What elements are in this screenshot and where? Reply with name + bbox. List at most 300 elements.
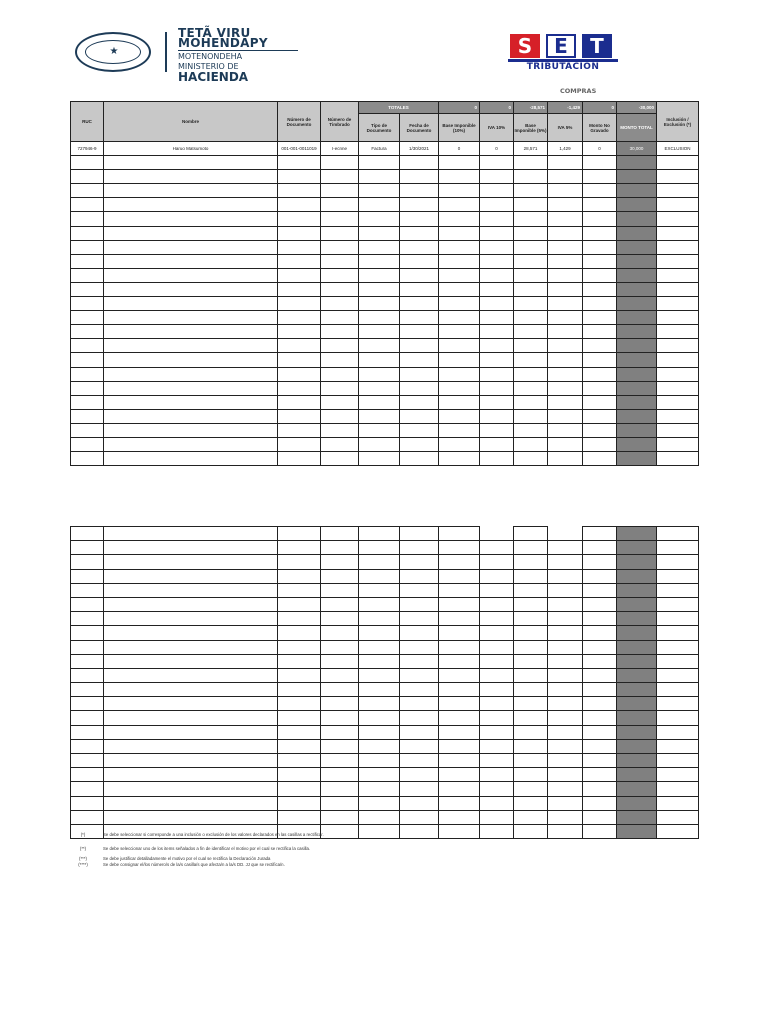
empty-cell[interactable] bbox=[514, 437, 548, 451]
empty-cell[interactable] bbox=[278, 240, 321, 254]
empty-cell[interactable] bbox=[359, 367, 400, 381]
table-row[interactable] bbox=[71, 325, 699, 339]
empty-cell[interactable] bbox=[657, 240, 699, 254]
empty-cell[interactable] bbox=[321, 640, 359, 654]
empty-cell[interactable] bbox=[104, 711, 278, 725]
empty-cell[interactable] bbox=[548, 583, 583, 597]
table-row[interactable] bbox=[71, 683, 699, 697]
empty-cell[interactable] bbox=[514, 739, 548, 753]
empty-cell[interactable] bbox=[514, 754, 548, 768]
empty-cell[interactable] bbox=[71, 668, 104, 682]
empty-cell[interactable] bbox=[321, 353, 359, 367]
table-row[interactable] bbox=[71, 626, 699, 640]
empty-cell[interactable] bbox=[400, 170, 439, 184]
empty-cell[interactable] bbox=[439, 282, 480, 296]
empty-cell[interactable] bbox=[359, 754, 400, 768]
empty-cell[interactable] bbox=[400, 367, 439, 381]
empty-cell[interactable] bbox=[480, 367, 514, 381]
empty-cell[interactable] bbox=[104, 156, 278, 170]
empty-cell[interactable] bbox=[321, 683, 359, 697]
empty-cell[interactable] bbox=[548, 184, 583, 198]
empty-cell[interactable] bbox=[657, 170, 699, 184]
empty-cell[interactable] bbox=[104, 640, 278, 654]
empty-cell[interactable] bbox=[104, 654, 278, 668]
empty-cell[interactable] bbox=[71, 796, 104, 810]
empty-cell[interactable] bbox=[321, 254, 359, 268]
empty-cell[interactable] bbox=[583, 527, 617, 541]
empty-cell[interactable] bbox=[548, 683, 583, 697]
empty-cell[interactable] bbox=[278, 810, 321, 824]
empty-cell[interactable] bbox=[104, 626, 278, 640]
empty-cell[interactable] bbox=[400, 683, 439, 697]
empty-cell[interactable] bbox=[71, 654, 104, 668]
empty-cell[interactable] bbox=[439, 782, 480, 796]
empty-cell[interactable] bbox=[583, 395, 617, 409]
empty-cell[interactable] bbox=[657, 381, 699, 395]
empty-cell[interactable] bbox=[583, 668, 617, 682]
empty-cell[interactable] bbox=[583, 240, 617, 254]
empty-cell[interactable] bbox=[480, 170, 514, 184]
empty-cell[interactable] bbox=[548, 569, 583, 583]
empty-cell[interactable] bbox=[104, 782, 278, 796]
empty-cell[interactable] bbox=[439, 541, 480, 555]
cell-inclusion-exclusion[interactable]: EXCLUSION bbox=[657, 142, 699, 156]
empty-cell[interactable] bbox=[514, 796, 548, 810]
empty-cell[interactable] bbox=[359, 156, 400, 170]
empty-cell[interactable] bbox=[104, 339, 278, 353]
table-row[interactable] bbox=[71, 381, 699, 395]
empty-cell[interactable] bbox=[321, 725, 359, 739]
empty-cell[interactable] bbox=[583, 626, 617, 640]
empty-cell[interactable] bbox=[278, 339, 321, 353]
empty-cell[interactable] bbox=[583, 810, 617, 824]
empty-cell[interactable] bbox=[583, 824, 617, 838]
empty-cell[interactable] bbox=[657, 409, 699, 423]
empty-cell[interactable] bbox=[400, 156, 439, 170]
cell-fecha-documento[interactable]: 1/30/2021 bbox=[400, 142, 439, 156]
empty-cell[interactable] bbox=[278, 569, 321, 583]
empty-cell[interactable] bbox=[321, 381, 359, 395]
empty-cell[interactable] bbox=[104, 282, 278, 296]
empty-cell[interactable] bbox=[359, 541, 400, 555]
empty-cell[interactable] bbox=[657, 268, 699, 282]
empty-cell[interactable] bbox=[583, 754, 617, 768]
empty-cell[interactable] bbox=[321, 311, 359, 325]
empty-cell[interactable] bbox=[359, 212, 400, 226]
empty-cell[interactable] bbox=[71, 367, 104, 381]
empty-cell[interactable] bbox=[583, 268, 617, 282]
empty-cell[interactable] bbox=[480, 683, 514, 697]
empty-cell[interactable] bbox=[548, 170, 583, 184]
empty-cell[interactable] bbox=[480, 156, 514, 170]
empty-cell[interactable] bbox=[439, 668, 480, 682]
empty-cell[interactable] bbox=[359, 668, 400, 682]
empty-cell[interactable] bbox=[278, 782, 321, 796]
table-row[interactable] bbox=[71, 597, 699, 611]
empty-cell[interactable] bbox=[514, 452, 548, 466]
empty-cell[interactable] bbox=[583, 640, 617, 654]
empty-cell[interactable] bbox=[104, 381, 278, 395]
empty-cell[interactable] bbox=[71, 569, 104, 583]
cell-numero-documento[interactable]: 001-001-0011019 bbox=[278, 142, 321, 156]
empty-cell[interactable] bbox=[400, 824, 439, 838]
empty-cell[interactable] bbox=[480, 597, 514, 611]
empty-cell[interactable] bbox=[657, 668, 699, 682]
empty-cell[interactable] bbox=[359, 555, 400, 569]
empty-cell[interactable] bbox=[359, 824, 400, 838]
empty-cell[interactable] bbox=[71, 739, 104, 753]
empty-cell[interactable] bbox=[104, 367, 278, 381]
empty-cell[interactable] bbox=[321, 184, 359, 198]
empty-cell[interactable] bbox=[400, 240, 439, 254]
empty-cell[interactable] bbox=[359, 184, 400, 198]
empty-cell[interactable] bbox=[359, 768, 400, 782]
empty-cell[interactable] bbox=[480, 423, 514, 437]
empty-cell[interactable] bbox=[439, 367, 480, 381]
table-row[interactable] bbox=[71, 437, 699, 451]
empty-cell[interactable] bbox=[583, 325, 617, 339]
empty-cell[interactable] bbox=[439, 569, 480, 583]
empty-cell[interactable] bbox=[321, 226, 359, 240]
empty-cell[interactable] bbox=[278, 437, 321, 451]
empty-cell[interactable] bbox=[439, 810, 480, 824]
empty-cell[interactable] bbox=[657, 583, 699, 597]
empty-cell[interactable] bbox=[548, 452, 583, 466]
empty-cell[interactable] bbox=[359, 782, 400, 796]
table-row[interactable] bbox=[71, 541, 699, 555]
table-row[interactable] bbox=[71, 668, 699, 682]
empty-cell[interactable] bbox=[583, 254, 617, 268]
empty-cell[interactable] bbox=[321, 824, 359, 838]
empty-cell[interactable] bbox=[514, 240, 548, 254]
empty-cell[interactable] bbox=[400, 452, 439, 466]
empty-cell[interactable] bbox=[480, 311, 514, 325]
empty-cell[interactable] bbox=[548, 597, 583, 611]
empty-cell[interactable] bbox=[583, 683, 617, 697]
empty-cell[interactable] bbox=[657, 626, 699, 640]
empty-cell[interactable] bbox=[480, 569, 514, 583]
table-row[interactable] bbox=[71, 527, 699, 541]
empty-cell[interactable] bbox=[400, 569, 439, 583]
empty-cell[interactable] bbox=[514, 569, 548, 583]
empty-cell[interactable] bbox=[321, 597, 359, 611]
empty-cell[interactable] bbox=[548, 381, 583, 395]
empty-cell[interactable] bbox=[104, 437, 278, 451]
empty-cell[interactable] bbox=[657, 527, 699, 541]
empty-cell[interactable] bbox=[321, 612, 359, 626]
empty-cell[interactable] bbox=[480, 583, 514, 597]
empty-cell[interactable] bbox=[71, 240, 104, 254]
empty-cell[interactable] bbox=[71, 555, 104, 569]
empty-cell[interactable] bbox=[278, 527, 321, 541]
empty-cell[interactable] bbox=[439, 423, 480, 437]
empty-cell[interactable] bbox=[104, 423, 278, 437]
empty-cell[interactable] bbox=[104, 597, 278, 611]
empty-cell[interactable] bbox=[278, 226, 321, 240]
empty-cell[interactable] bbox=[514, 381, 548, 395]
empty-cell[interactable] bbox=[480, 697, 514, 711]
empty-cell[interactable] bbox=[439, 768, 480, 782]
empty-cell[interactable] bbox=[400, 612, 439, 626]
empty-cell[interactable] bbox=[439, 339, 480, 353]
empty-cell[interactable] bbox=[439, 654, 480, 668]
table-row[interactable] bbox=[71, 796, 699, 810]
empty-cell[interactable] bbox=[71, 612, 104, 626]
empty-cell[interactable] bbox=[583, 782, 617, 796]
empty-cell[interactable] bbox=[657, 782, 699, 796]
empty-cell[interactable] bbox=[548, 339, 583, 353]
empty-cell[interactable] bbox=[321, 527, 359, 541]
empty-cell[interactable] bbox=[583, 156, 617, 170]
table-row[interactable] bbox=[71, 282, 699, 296]
empty-cell[interactable] bbox=[548, 668, 583, 682]
empty-cell[interactable] bbox=[657, 754, 699, 768]
empty-cell[interactable] bbox=[321, 367, 359, 381]
cell-base-5[interactable]: 28,571 bbox=[514, 142, 548, 156]
empty-cell[interactable] bbox=[359, 452, 400, 466]
empty-cell[interactable] bbox=[400, 297, 439, 311]
empty-cell[interactable] bbox=[657, 612, 699, 626]
cell-iva-5[interactable]: 1,429 bbox=[548, 142, 583, 156]
empty-cell[interactable] bbox=[321, 739, 359, 753]
empty-cell[interactable] bbox=[583, 311, 617, 325]
empty-cell[interactable] bbox=[548, 311, 583, 325]
empty-cell[interactable] bbox=[359, 739, 400, 753]
empty-cell[interactable] bbox=[278, 796, 321, 810]
empty-cell[interactable] bbox=[359, 409, 400, 423]
empty-cell[interactable] bbox=[657, 311, 699, 325]
empty-cell[interactable] bbox=[71, 583, 104, 597]
empty-cell[interactable] bbox=[359, 569, 400, 583]
empty-cell[interactable] bbox=[583, 282, 617, 296]
empty-cell[interactable] bbox=[657, 254, 699, 268]
empty-cell[interactable] bbox=[71, 768, 104, 782]
empty-cell[interactable] bbox=[514, 282, 548, 296]
table-row[interactable] bbox=[71, 367, 699, 381]
empty-cell[interactable] bbox=[439, 796, 480, 810]
empty-cell[interactable] bbox=[480, 198, 514, 212]
empty-cell[interactable] bbox=[104, 810, 278, 824]
empty-cell[interactable] bbox=[583, 423, 617, 437]
empty-cell[interactable] bbox=[657, 156, 699, 170]
empty-cell[interactable] bbox=[514, 612, 548, 626]
empty-cell[interactable] bbox=[321, 796, 359, 810]
empty-cell[interactable] bbox=[400, 437, 439, 451]
table-row[interactable] bbox=[71, 409, 699, 423]
empty-cell[interactable] bbox=[548, 697, 583, 711]
empty-cell[interactable] bbox=[359, 796, 400, 810]
empty-cell[interactable] bbox=[583, 198, 617, 212]
table-row[interactable] bbox=[71, 711, 699, 725]
empty-cell[interactable] bbox=[321, 569, 359, 583]
cell-monto-no-gravado[interactable]: 0 bbox=[583, 142, 617, 156]
empty-cell[interactable] bbox=[439, 583, 480, 597]
empty-cell[interactable] bbox=[480, 226, 514, 240]
empty-cell[interactable] bbox=[104, 240, 278, 254]
empty-cell[interactable] bbox=[548, 409, 583, 423]
empty-cell[interactable] bbox=[359, 527, 400, 541]
empty-cell[interactable] bbox=[480, 612, 514, 626]
empty-cell[interactable] bbox=[439, 353, 480, 367]
empty-cell[interactable] bbox=[359, 810, 400, 824]
empty-cell[interactable] bbox=[278, 654, 321, 668]
empty-cell[interactable] bbox=[278, 170, 321, 184]
empty-cell[interactable] bbox=[480, 240, 514, 254]
empty-cell[interactable] bbox=[439, 297, 480, 311]
empty-cell[interactable] bbox=[548, 212, 583, 226]
table-row[interactable] bbox=[71, 339, 699, 353]
empty-cell[interactable] bbox=[514, 810, 548, 824]
empty-cell[interactable] bbox=[321, 541, 359, 555]
empty-cell[interactable] bbox=[321, 754, 359, 768]
empty-cell[interactable] bbox=[514, 626, 548, 640]
empty-cell[interactable] bbox=[548, 796, 583, 810]
empty-cell[interactable] bbox=[583, 796, 617, 810]
table-row[interactable] bbox=[71, 240, 699, 254]
empty-cell[interactable] bbox=[583, 697, 617, 711]
empty-cell[interactable] bbox=[548, 395, 583, 409]
empty-cell[interactable] bbox=[480, 254, 514, 268]
table-row[interactable] bbox=[71, 569, 699, 583]
empty-cell[interactable] bbox=[71, 184, 104, 198]
empty-cell[interactable] bbox=[583, 612, 617, 626]
empty-cell[interactable] bbox=[657, 711, 699, 725]
empty-cell[interactable] bbox=[71, 782, 104, 796]
empty-cell[interactable] bbox=[657, 683, 699, 697]
table-row[interactable] bbox=[71, 697, 699, 711]
cell-base-10[interactable]: 0 bbox=[439, 142, 480, 156]
empty-cell[interactable] bbox=[514, 697, 548, 711]
empty-cell[interactable] bbox=[71, 226, 104, 240]
empty-cell[interactable] bbox=[480, 640, 514, 654]
empty-cell[interactable] bbox=[321, 437, 359, 451]
table-row[interactable] bbox=[71, 423, 699, 437]
empty-cell[interactable] bbox=[439, 198, 480, 212]
empty-cell[interactable] bbox=[480, 395, 514, 409]
empty-cell[interactable] bbox=[548, 156, 583, 170]
empty-cell[interactable] bbox=[548, 297, 583, 311]
empty-cell[interactable] bbox=[439, 754, 480, 768]
empty-cell[interactable] bbox=[439, 640, 480, 654]
empty-cell[interactable] bbox=[480, 626, 514, 640]
table-row[interactable] bbox=[71, 268, 699, 282]
empty-cell[interactable] bbox=[439, 626, 480, 640]
empty-cell[interactable] bbox=[548, 226, 583, 240]
empty-cell[interactable] bbox=[480, 282, 514, 296]
empty-cell[interactable] bbox=[514, 156, 548, 170]
empty-cell[interactable] bbox=[548, 527, 583, 541]
empty-cell[interactable] bbox=[104, 325, 278, 339]
empty-cell[interactable] bbox=[278, 367, 321, 381]
empty-cell[interactable] bbox=[104, 583, 278, 597]
empty-cell[interactable] bbox=[480, 810, 514, 824]
table-row[interactable] bbox=[71, 640, 699, 654]
empty-cell[interactable] bbox=[400, 711, 439, 725]
empty-cell[interactable] bbox=[439, 612, 480, 626]
empty-cell[interactable] bbox=[359, 654, 400, 668]
empty-cell[interactable] bbox=[439, 311, 480, 325]
empty-cell[interactable] bbox=[71, 597, 104, 611]
empty-cell[interactable] bbox=[104, 725, 278, 739]
table-row[interactable] bbox=[71, 226, 699, 240]
empty-cell[interactable] bbox=[278, 697, 321, 711]
empty-cell[interactable] bbox=[359, 325, 400, 339]
empty-cell[interactable] bbox=[514, 583, 548, 597]
empty-cell[interactable] bbox=[548, 768, 583, 782]
empty-cell[interactable] bbox=[480, 654, 514, 668]
empty-cell[interactable] bbox=[514, 339, 548, 353]
table-row[interactable] bbox=[71, 739, 699, 753]
empty-cell[interactable] bbox=[439, 254, 480, 268]
empty-cell[interactable] bbox=[359, 423, 400, 437]
empty-cell[interactable] bbox=[400, 697, 439, 711]
empty-cell[interactable] bbox=[359, 254, 400, 268]
empty-cell[interactable] bbox=[548, 654, 583, 668]
empty-cell[interactable] bbox=[104, 796, 278, 810]
empty-cell[interactable] bbox=[359, 683, 400, 697]
empty-cell[interactable] bbox=[359, 297, 400, 311]
empty-cell[interactable] bbox=[104, 170, 278, 184]
empty-cell[interactable] bbox=[278, 353, 321, 367]
empty-cell[interactable] bbox=[514, 725, 548, 739]
empty-cell[interactable] bbox=[104, 212, 278, 226]
empty-cell[interactable] bbox=[400, 381, 439, 395]
empty-cell[interactable] bbox=[71, 381, 104, 395]
empty-cell[interactable] bbox=[71, 297, 104, 311]
empty-cell[interactable] bbox=[480, 824, 514, 838]
table-row[interactable] bbox=[71, 555, 699, 569]
table-row[interactable] bbox=[71, 212, 699, 226]
empty-cell[interactable] bbox=[514, 654, 548, 668]
empty-cell[interactable] bbox=[583, 725, 617, 739]
empty-cell[interactable] bbox=[104, 683, 278, 697]
empty-cell[interactable] bbox=[359, 170, 400, 184]
empty-cell[interactable] bbox=[104, 452, 278, 466]
empty-cell[interactable] bbox=[400, 583, 439, 597]
empty-cell[interactable] bbox=[657, 325, 699, 339]
table-row[interactable] bbox=[71, 254, 699, 268]
empty-cell[interactable] bbox=[71, 282, 104, 296]
empty-cell[interactable] bbox=[657, 810, 699, 824]
table-row[interactable] bbox=[71, 768, 699, 782]
empty-cell[interactable] bbox=[514, 541, 548, 555]
empty-cell[interactable] bbox=[104, 555, 278, 569]
empty-cell[interactable] bbox=[400, 527, 439, 541]
empty-cell[interactable] bbox=[583, 339, 617, 353]
empty-cell[interactable] bbox=[278, 198, 321, 212]
empty-cell[interactable] bbox=[480, 212, 514, 226]
empty-cell[interactable] bbox=[359, 381, 400, 395]
empty-cell[interactable] bbox=[400, 423, 439, 437]
empty-cell[interactable] bbox=[480, 527, 514, 541]
empty-cell[interactable] bbox=[583, 569, 617, 583]
empty-cell[interactable] bbox=[583, 654, 617, 668]
empty-cell[interactable] bbox=[359, 697, 400, 711]
empty-cell[interactable] bbox=[400, 555, 439, 569]
empty-cell[interactable] bbox=[278, 452, 321, 466]
empty-cell[interactable] bbox=[400, 339, 439, 353]
empty-cell[interactable] bbox=[480, 353, 514, 367]
empty-cell[interactable] bbox=[71, 156, 104, 170]
empty-cell[interactable] bbox=[480, 339, 514, 353]
empty-cell[interactable] bbox=[104, 739, 278, 753]
empty-cell[interactable] bbox=[514, 782, 548, 796]
empty-cell[interactable] bbox=[104, 697, 278, 711]
empty-cell[interactable] bbox=[514, 198, 548, 212]
empty-cell[interactable] bbox=[439, 725, 480, 739]
empty-cell[interactable] bbox=[548, 437, 583, 451]
empty-cell[interactable] bbox=[278, 597, 321, 611]
